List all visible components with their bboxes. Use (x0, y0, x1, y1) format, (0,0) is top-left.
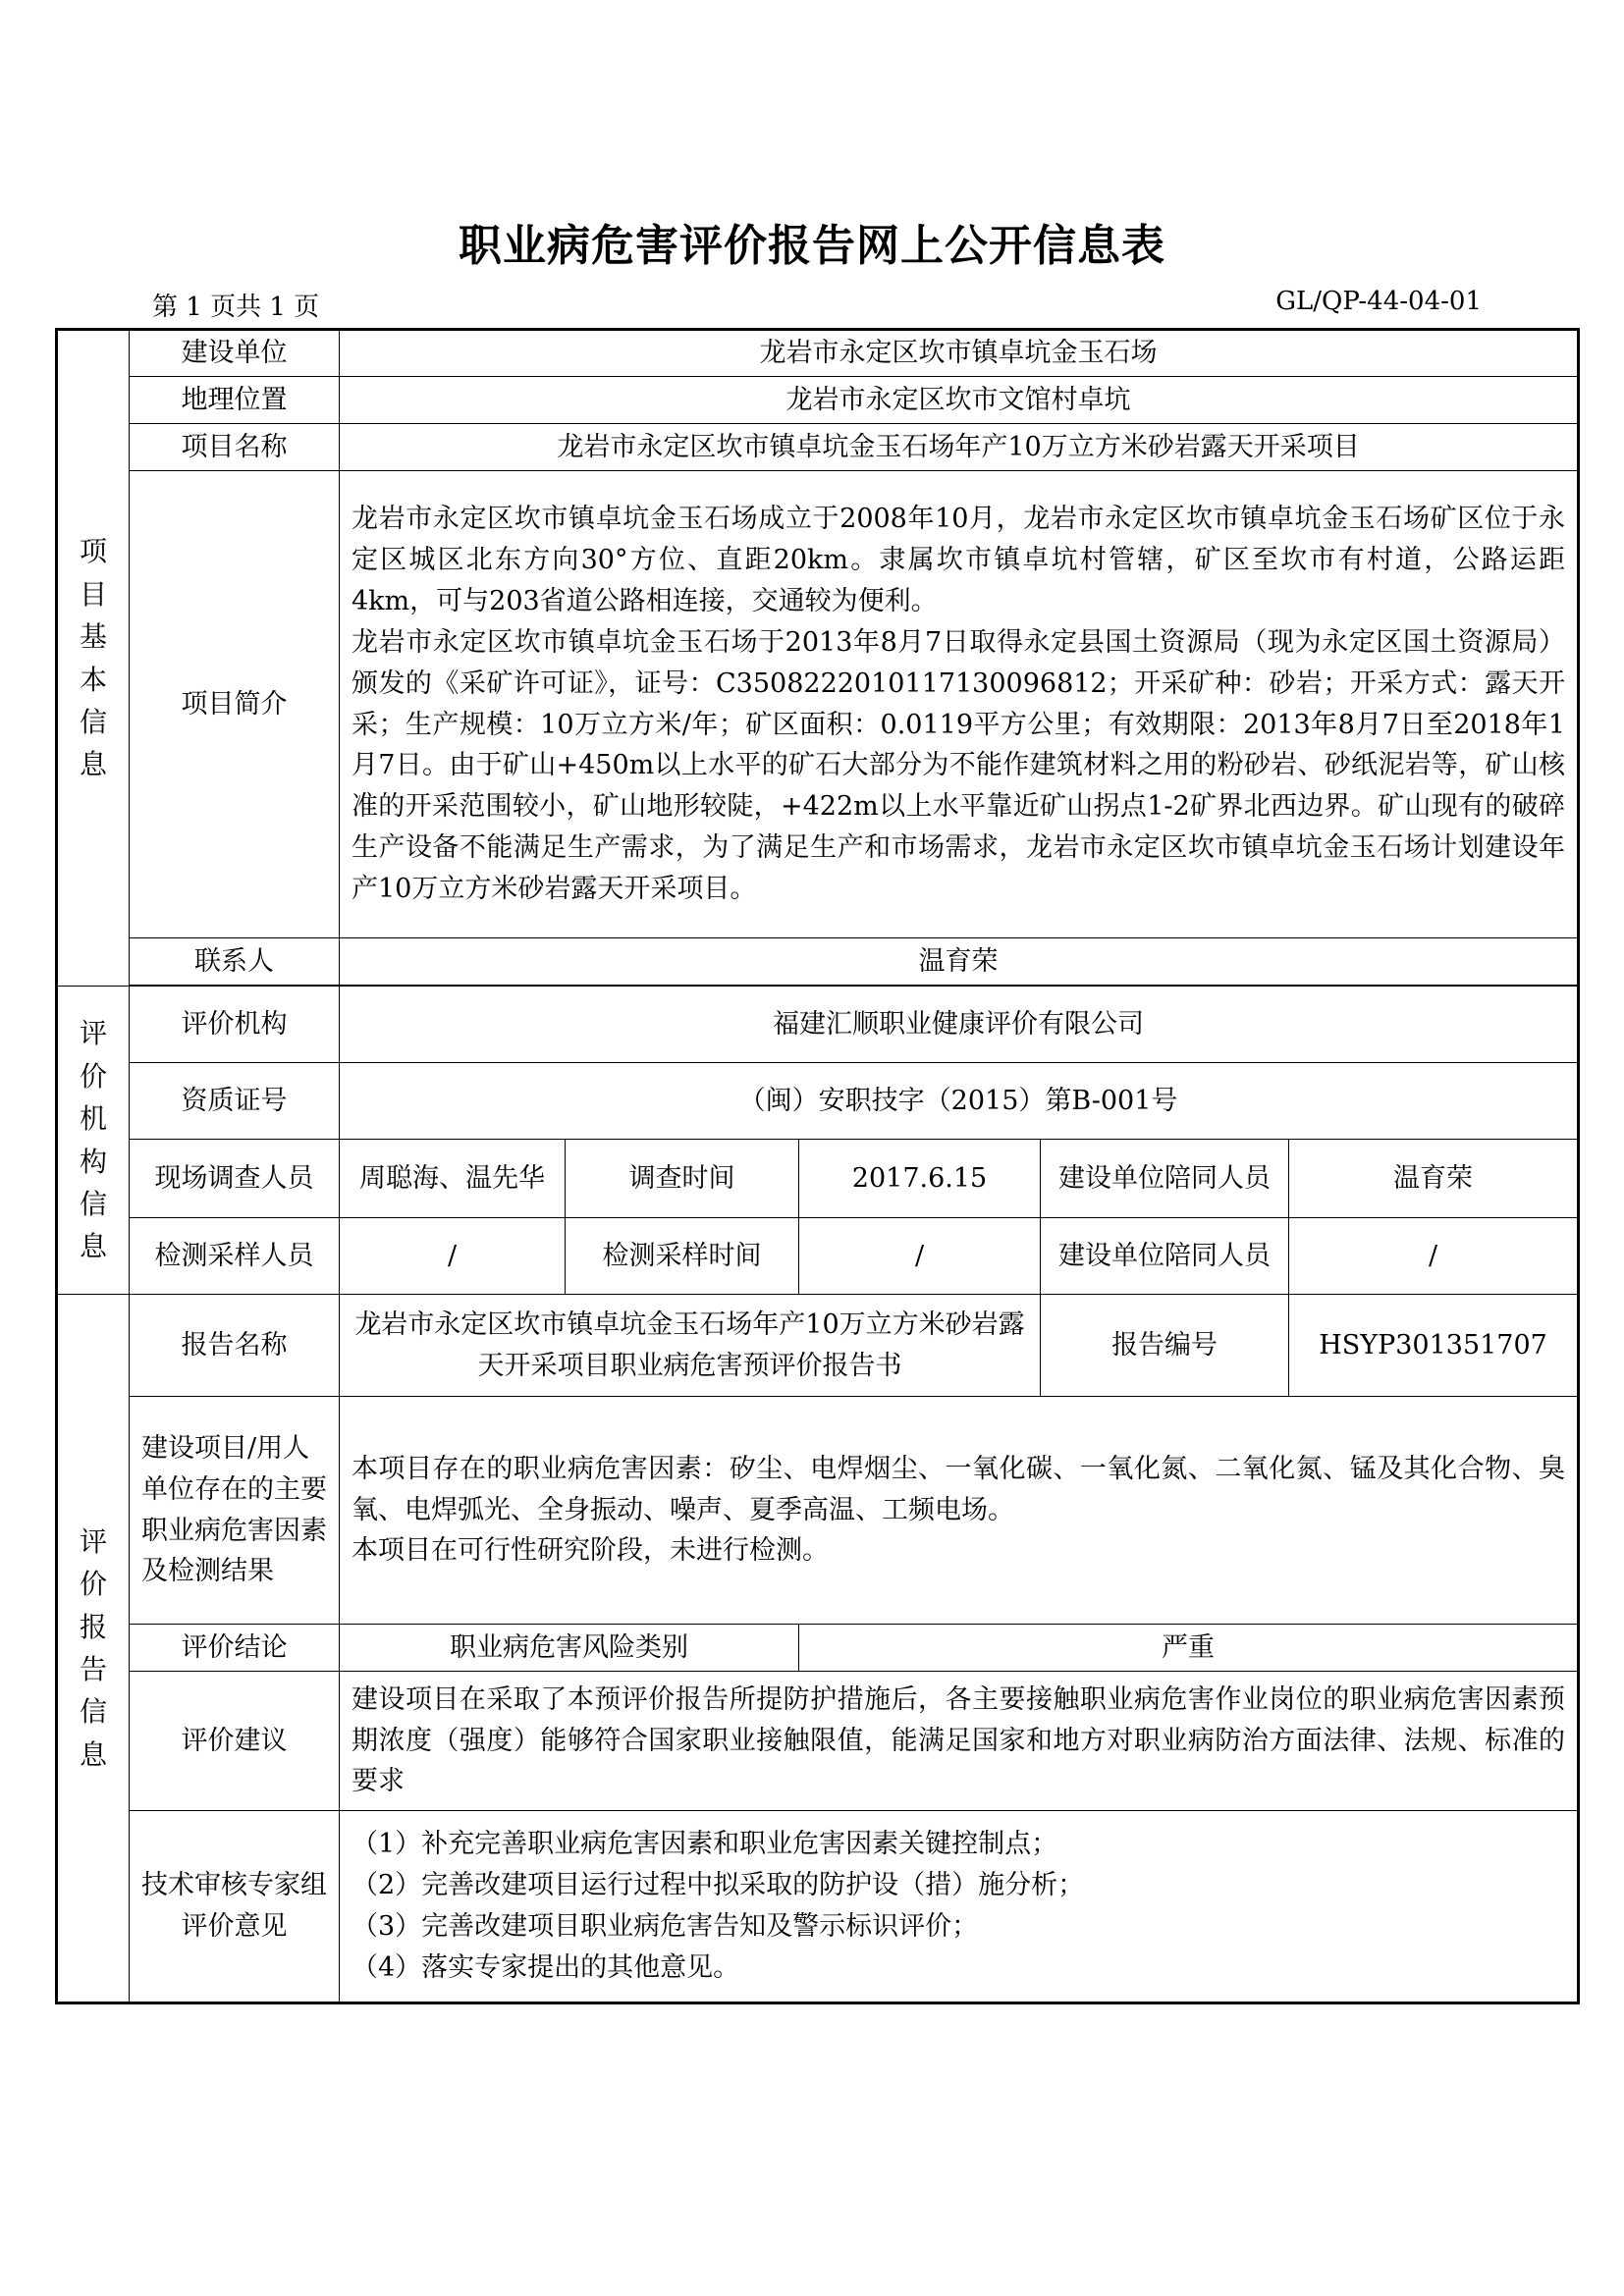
org-label: 评价机构 (130, 987, 340, 1063)
section-basic-info (57, 330, 130, 987)
escort-value-1: 温育荣 (1289, 1140, 1579, 1218)
risk-category-value: 严重 (799, 1625, 1579, 1672)
risk-category-label: 职业病危害风险类别 (340, 1625, 799, 1672)
contact-label: 联系人 (130, 938, 340, 986)
report-name-value: 龙岩市永定区坎市镇卓坑金玉石场年产10万立方米砂岩露天开采项目职业病危害预评价报告书 (340, 1295, 1041, 1397)
sampling-time-label: 检测采样时间 (566, 1218, 799, 1295)
document-code: GL/QP-44-04-01 (1275, 287, 1482, 316)
section-agency-info (57, 987, 130, 1295)
expert-opinion-item: （4）落实专家提出的其他意见。 (352, 1951, 740, 1983)
info-table (55, 328, 1580, 2004)
sampling-time-value: / (799, 1218, 1041, 1295)
project-name-label: 项目名称 (130, 424, 340, 471)
expert-opinion-item: （1）补充完善职业病危害因素和职业危害因素关键控制点； (352, 1829, 1058, 1860)
report-number-value: HSYP301351707 (1289, 1295, 1579, 1397)
project-name-value: 龙岩市永定区坎市镇卓坑金玉石场年产10万立方米砂岩露天开采项目 (340, 424, 1579, 471)
advice-label: 评价建议 (130, 1672, 340, 1811)
hazards-line-1: 本项目存在的职业病危害因素：矽尘、电焊烟尘、一氧化碳、一氧化氮、二氧化氮、锰及其化合物、臭氧、电焊弧光、全身振动、噪声、夏季高温、工频电场。 (352, 1453, 1566, 1525)
intro-label: 项目简介 (130, 471, 340, 938)
escort-value-2: / (1289, 1218, 1579, 1295)
section-basic-label: 项目基本信息 (79, 535, 107, 781)
location-label: 地理位置 (130, 377, 340, 424)
unit-label: 建设单位 (130, 330, 340, 377)
section-agency-label: 评价机构信息 (79, 1017, 107, 1263)
survey-staff-value: 周聪海、温先华 (340, 1140, 566, 1218)
escort-label-1: 建设单位陪同人员 (1041, 1140, 1289, 1218)
cert-label: 资质证号 (130, 1063, 340, 1140)
contact-value: 温育荣 (340, 938, 1579, 986)
survey-time-value: 2017.6.15 (799, 1140, 1041, 1218)
unit-value: 龙岩市永定区坎市镇卓坑金玉石场 (340, 330, 1579, 377)
org-value: 福建汇顺职业健康评价有限公司 (340, 987, 1579, 1063)
sampling-staff-label: 检测采样人员 (130, 1218, 340, 1295)
report-number-label: 报告编号 (1041, 1295, 1289, 1397)
sampling-staff-value: / (340, 1218, 566, 1295)
intro-paragraph-1: 龙岩市永定区坎市镇卓坑金玉石场成立于2008年10月，龙岩市永定区坎市镇卓坑金玉石场矿区位于永定区城区北东方向30°方位、直距20km。隶属坎市镇卓坑村管辖，矿区至坎市有村道，公路运距4km，可与203省道公路相连接，交通较为便利。 (352, 504, 1566, 616)
advice-value: 建设项目在采取了本预评价报告所提防护措施后，各主要接触职业病危害作业岗位的职业病危害因素预期浓度（强度）能够符合国家职业接触限值，能满足国家和地方对职业病防治方面法律、法规、标准的要求 (340, 1672, 1579, 1811)
survey-time-label: 调查时间 (566, 1140, 799, 1218)
intro-paragraph-2: 龙岩市永定区坎市镇卓坑金玉石场于2013年8月7日取得永定县国土资源局（现为永定区国土资源局）颁发的《采矿许可证》，证号：C3508222010117130096812；开采矿种：砂岩；开采方式：露天开采；生产规模：10万立方米/年；矿区面积：0.0119平方公里；有效期限：2013年8月7日至2018年1月7日。由于矿山+450m以上水平的矿石大部分为不能作建筑材料之用的粉砂岩、砂纸泥岩等，矿山核准的开采范围较小，矿山地形较陡，+422m以上水平靠近矿山拐点1-2矿界北西边界。矿山现有的破碎生产设备不能满足生产需求，为了满足生产和市场需求，龙岩市永定区坎市镇卓坑金玉石场计划建设年产10万立方米砂岩露天开采项目。 (352, 626, 1566, 904)
expert-label: 技术审核专家组评价意见 (130, 1811, 340, 2003)
report-name-label: 报告名称 (130, 1295, 340, 1397)
page-info: 第 1 页共 1 页 (152, 293, 320, 322)
conclusion-label: 评价结论 (130, 1625, 340, 1672)
hazards-line-2: 本项目在可行性研究阶段，未进行检测。 (352, 1535, 829, 1567)
section-report-info (57, 1295, 130, 2003)
expert-opinions (340, 1811, 1579, 2003)
intro-cell (340, 471, 1579, 938)
hazards-label: 建设项目/用人单位存在的主要职业病危害因素及检测结果 (130, 1397, 340, 1625)
escort-label-2: 建设单位陪同人员 (1041, 1218, 1289, 1295)
document-title: 职业病危害评价报告网上公开信息表 (459, 221, 1165, 271)
expert-opinion-item: （3）完善改建项目职业病危害告知及警示标识评价； (352, 1911, 979, 1942)
location-value: 龙岩市永定区坎市文馆村卓坑 (340, 377, 1579, 424)
survey-staff-label: 现场调查人员 (130, 1140, 340, 1218)
section-report-label: 评价报告信息 (79, 1524, 107, 1771)
cert-value: （闽）安职技字（2015）第B-001号 (340, 1063, 1579, 1140)
expert-opinion-item: （2）完善改建项目运行过程中拟采取的防护设（措）施分析； (352, 1870, 1085, 1901)
hazards-cell (340, 1397, 1579, 1625)
